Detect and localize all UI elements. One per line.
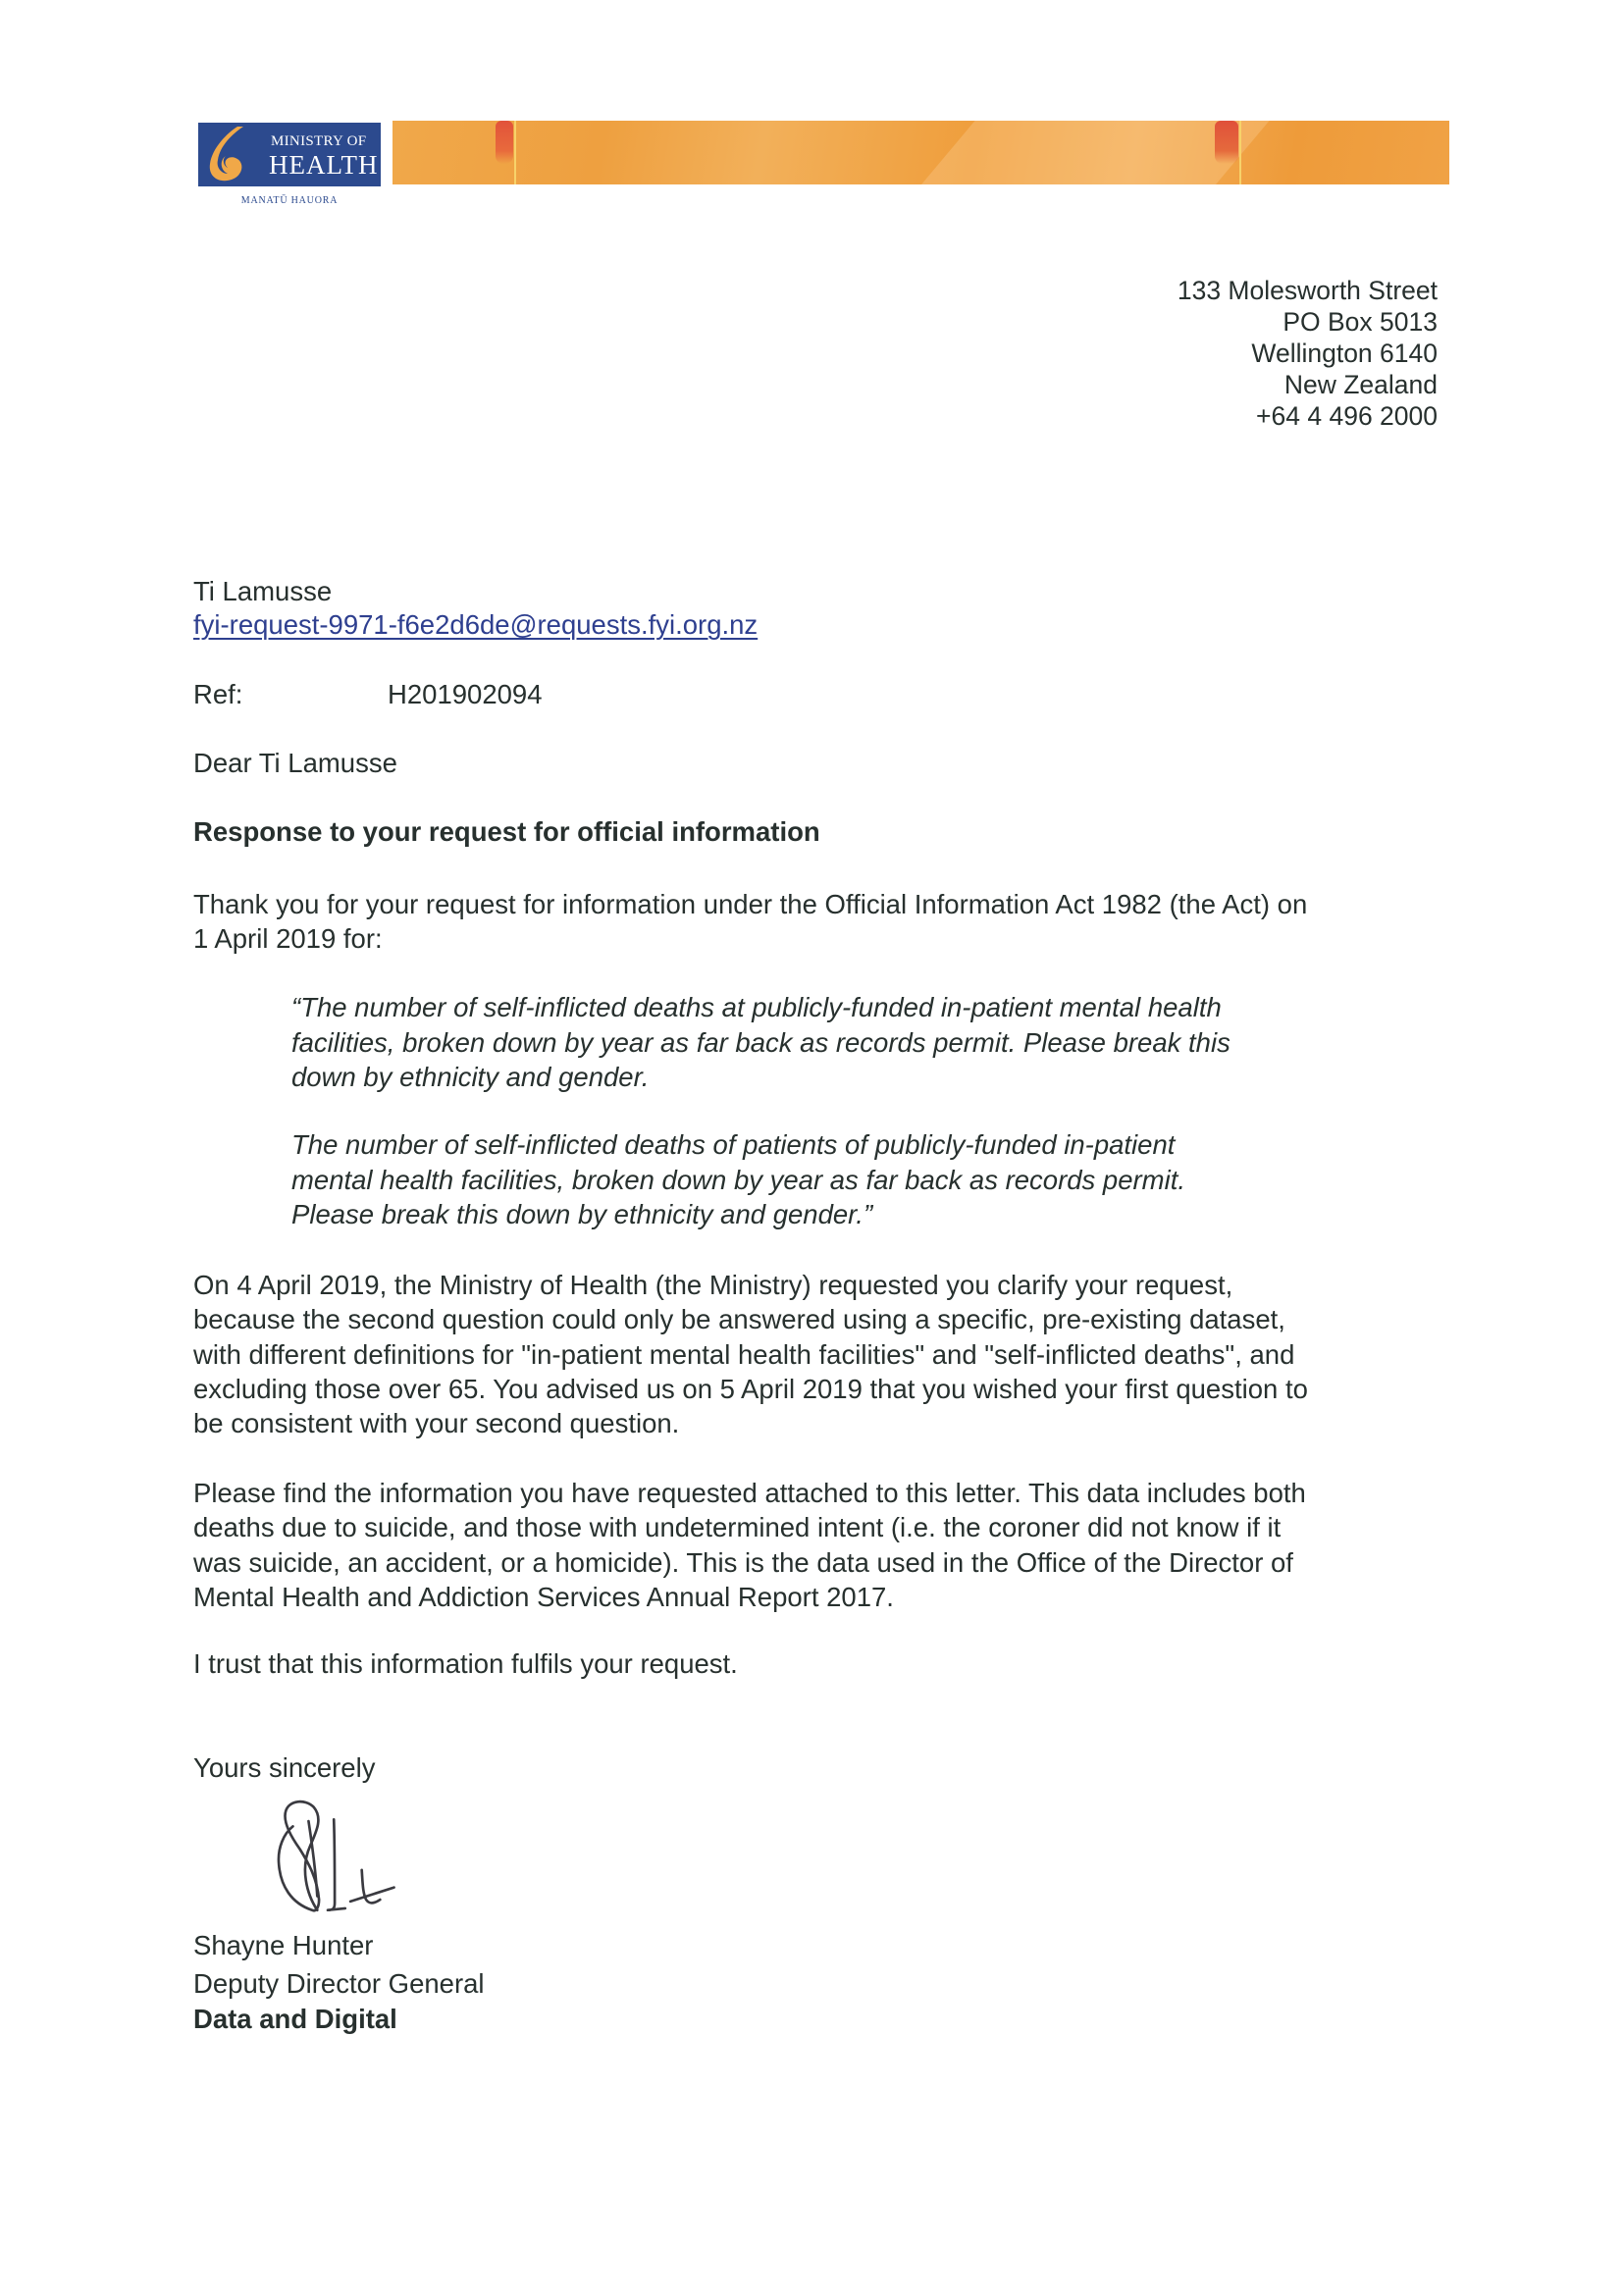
address-line: 133 Molesworth Street [1177, 276, 1438, 305]
paragraph-line: with different definitions for "in-patient mental health facilities" and "self-inflicted deaths", and [193, 1339, 1295, 1370]
signatory-unit: Data and Digital [193, 2004, 397, 2034]
salutation: Dear Ti Lamusse [193, 748, 397, 778]
banner-streak [514, 121, 516, 184]
paragraph-line: was suicide, an accident, or a homicide). This is the data used in the Office of the Director of [193, 1547, 1293, 1578]
paragraph-line: excluding those over 65. You advised us on 5 April 2019 that you wished your first question to [193, 1374, 1308, 1404]
quote-line: Please break this down by ethnicity and gender.” [291, 1199, 873, 1229]
paragraph-line: Thank you for your request for information under the Official Information Act 1982 (the Act) on [193, 889, 1308, 919]
logo-text-health: HEALTH [269, 150, 379, 180]
logo-subtitle: MANATŪ HAUORA [240, 195, 339, 206]
paragraph-line: On 4 April 2019, the Ministry of Health (the Ministry) requested you clarify your request, [193, 1270, 1233, 1300]
quote-line: down by ethnicity and gender. [291, 1062, 650, 1092]
valediction: Yours sincerely [193, 1752, 376, 1783]
banner-flame [496, 121, 513, 164]
quote-line: The number of self-inflicted deaths of patients of publicly-funded in-patient [291, 1129, 1176, 1160]
paragraph-line: deaths due to suicide, and those with undetermined intent (i.e. the coroner did not know if it [193, 1512, 1282, 1542]
address-line: PO Box 5013 [1283, 307, 1438, 337]
paragraph-line: Mental Health and Addiction Services Annual Report 2017. [193, 1582, 894, 1612]
banner-streak [1239, 121, 1241, 184]
address-line: Wellington 6140 [1251, 339, 1438, 368]
reference-number: H201902094 [388, 679, 543, 709]
banner-flame [1215, 121, 1238, 164]
logo-text-ministry-of: MINISTRY OF [271, 133, 367, 149]
paragraph-line: because the second question could only be answered using a specific, pre-existing dataset, [193, 1304, 1285, 1334]
quote-line: mental health facilities, broken down by year as far back as records permit. [291, 1165, 1185, 1195]
recipient-email-link[interactable]: fyi-request-9971-f6e2d6de@requests.fyi.org.nz [193, 609, 759, 640]
reference-label: Ref: [193, 679, 243, 709]
paragraph-line: Please find the information you have requested attached to this letter. This data includes both [193, 1478, 1306, 1508]
quote-line: facilities, broken down by year as far back as records permit. Please break this [291, 1027, 1230, 1058]
ministry-of-health-logo [198, 123, 381, 186]
closing-line: I trust that this information fulfils your request. [193, 1648, 738, 1679]
recipient-name: Ti Lamusse [193, 576, 333, 606]
letter-subject-heading: Response to your request for official information [193, 816, 820, 847]
letterhead-banner [393, 121, 1449, 184]
handwritten-signature-icon [265, 1786, 422, 1928]
signatory-name: Shayne Hunter [193, 1930, 374, 1960]
paragraph-line: be consistent with your second question. [193, 1408, 680, 1438]
paragraph-line: 1 April 2019 for: [193, 923, 383, 954]
quote-line: “The number of self-inflicted deaths at publicly-funded in-patient mental health [291, 992, 1222, 1022]
koru-swirl-icon [198, 123, 267, 186]
signatory-title: Deputy Director General [193, 1968, 485, 1999]
address-line: New Zealand [1283, 370, 1438, 399]
address-line: +64 4 496 2000 [1256, 401, 1438, 431]
